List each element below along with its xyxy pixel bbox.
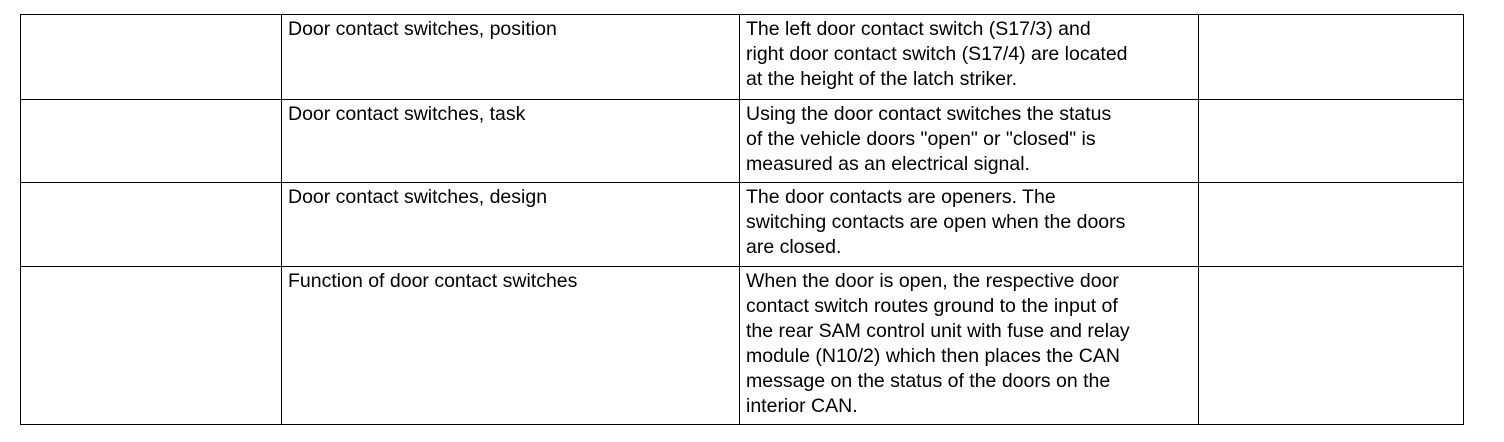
topic-cell: Door contact switches, position bbox=[282, 15, 740, 100]
description-cell bbox=[740, 100, 1199, 183]
blank-cell bbox=[21, 183, 282, 267]
description-line: Using the door contact switches the status bbox=[746, 103, 1112, 125]
description-cell bbox=[740, 183, 1199, 267]
description-line: interior CAN. bbox=[746, 395, 858, 417]
notes-cell bbox=[1199, 183, 1464, 267]
description-cell bbox=[740, 267, 1199, 425]
blank-cell bbox=[21, 15, 282, 100]
notes-cell bbox=[1199, 267, 1464, 425]
description-line: at the height of the latch striker. bbox=[746, 68, 1017, 90]
description-line: switching contacts are open when the doors bbox=[746, 211, 1126, 233]
description-line: are closed. bbox=[746, 236, 842, 258]
description-line: module (N10/2) which then places the CAN bbox=[746, 345, 1120, 367]
notes-cell bbox=[1199, 15, 1464, 100]
topic-cell: Function of door contact switches bbox=[282, 267, 740, 425]
table-row bbox=[21, 267, 1464, 425]
topic-cell: Door contact switches, design bbox=[282, 183, 740, 267]
description-line: message on the status of the doors on the bbox=[746, 370, 1111, 392]
description-line: The door contacts are openers. The bbox=[746, 186, 1056, 208]
notes-cell bbox=[1199, 100, 1464, 183]
topic-cell: Door contact switches, task bbox=[282, 100, 740, 183]
blank-cell bbox=[21, 100, 282, 183]
description-line: of the vehicle doors "open" or "closed" is bbox=[746, 128, 1096, 150]
description-line: The left door contact switch (S17/3) and bbox=[746, 18, 1091, 40]
door-contact-switch-table bbox=[20, 14, 1464, 425]
description-line: When the door is open, the respective door bbox=[746, 270, 1119, 292]
table-row bbox=[21, 15, 1464, 100]
description-line: right door contact switch (S17/4) are located bbox=[746, 43, 1128, 65]
description-line: contact switch routes ground to the input of bbox=[746, 295, 1118, 317]
table-row bbox=[21, 100, 1464, 183]
description-line: measured as an electrical signal. bbox=[746, 153, 1030, 175]
description-cell bbox=[740, 15, 1199, 100]
blank-cell bbox=[21, 267, 282, 425]
table-row bbox=[21, 183, 1464, 267]
description-line: the rear SAM control unit with fuse and relay bbox=[746, 320, 1130, 342]
